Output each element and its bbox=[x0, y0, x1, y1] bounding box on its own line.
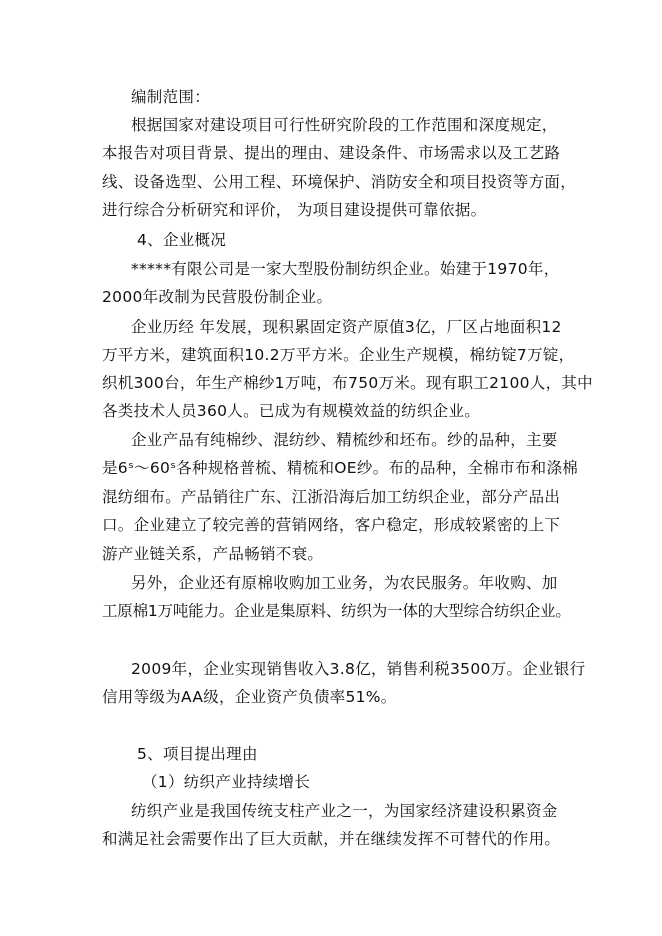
scope-line-2: 本报告对项目背景、提出的理由、建设条件、市场需求以及工艺路 bbox=[102, 144, 561, 162]
company-other-line-1: 另外，企业还有原棉收购加工业务，为农民服务。年收购、加 bbox=[131, 574, 558, 592]
company-products-line-3: 混纺细布。产品销往广东、江浙沿海后加工纺织企业，部分产品出 bbox=[102, 488, 561, 506]
company-history-line-2: 万平方米，建筑面积10.2万平方米。企业生产规模，棉纺锭7万锭， bbox=[102, 346, 575, 364]
scope-heading: 编制范围： bbox=[131, 88, 211, 106]
company-products-line-5: 游产业链关系，产品畅销不衰。 bbox=[102, 545, 324, 563]
reason-body-line-2: 和满足社会需要作出了巨大贡献，并在继续发挥不可替代的作用。 bbox=[102, 830, 561, 848]
reason-heading: 5、项目提出理由 bbox=[137, 745, 258, 763]
reason-subheading-1: （1）纺织产业持续增长 bbox=[142, 773, 311, 791]
scope-line-4: 进行综合分析研究和评价， 为项目建设提供可靠依据。 bbox=[102, 201, 487, 219]
company-other-line-2: 工原棉1万吨能力。企业是集原料、纺织为一体的大型综合纺织企业。 bbox=[102, 602, 571, 620]
company-history-line-1: 企业历经 年发展，现积累固定资产原值3亿，厂区占地面积12 bbox=[131, 318, 562, 336]
company-intro-line-1: *****有限公司是一家大型股份制纺织企业。始建于1970年， bbox=[131, 260, 560, 278]
company-sales-line-2: 信用等级为AA级，企业资产负债率51%。 bbox=[102, 688, 397, 706]
scope-line-1: 根据国家对建设项目可行性研究阶段的工作范围和深度规定， bbox=[131, 116, 558, 134]
company-products-line-4: 口。企业建立了较完善的营销网络，客户稳定，形成较紧密的上下 bbox=[102, 516, 561, 534]
company-history-line-3: 织机300台，年生产棉纱1万吨，布750万米。现有职工2100人，其中 bbox=[102, 374, 593, 392]
scope-line-3: 线、设备选型、公用工程、环境保护、消防安全和项目投资等方面， bbox=[102, 173, 577, 191]
company-products-line-2: 是6ˢ～60ˢ各种规格普梳、精梳和OE纱。布的品种，全棉市布和涤棉 bbox=[102, 459, 579, 477]
company-history-line-4: 各类技术人员360人。已成为有规模效益的纺织企业。 bbox=[102, 402, 481, 420]
company-intro-line-2: 2000年改制为民营股份制企业。 bbox=[102, 288, 333, 306]
reason-body-line-1: 纺织产业是我国传统支柱产业之一，为国家经济建设积累资金 bbox=[131, 802, 558, 820]
company-heading: 4、企业概况 bbox=[137, 231, 227, 249]
company-sales-line-1: 2009年，企业实现销售收入3.8亿，销售利税3500万。企业银行 bbox=[131, 660, 586, 678]
company-products-line-1: 企业产品有纯棉纱、混纺纱、精梳纱和坯布。纱的品种，主要 bbox=[131, 431, 558, 449]
